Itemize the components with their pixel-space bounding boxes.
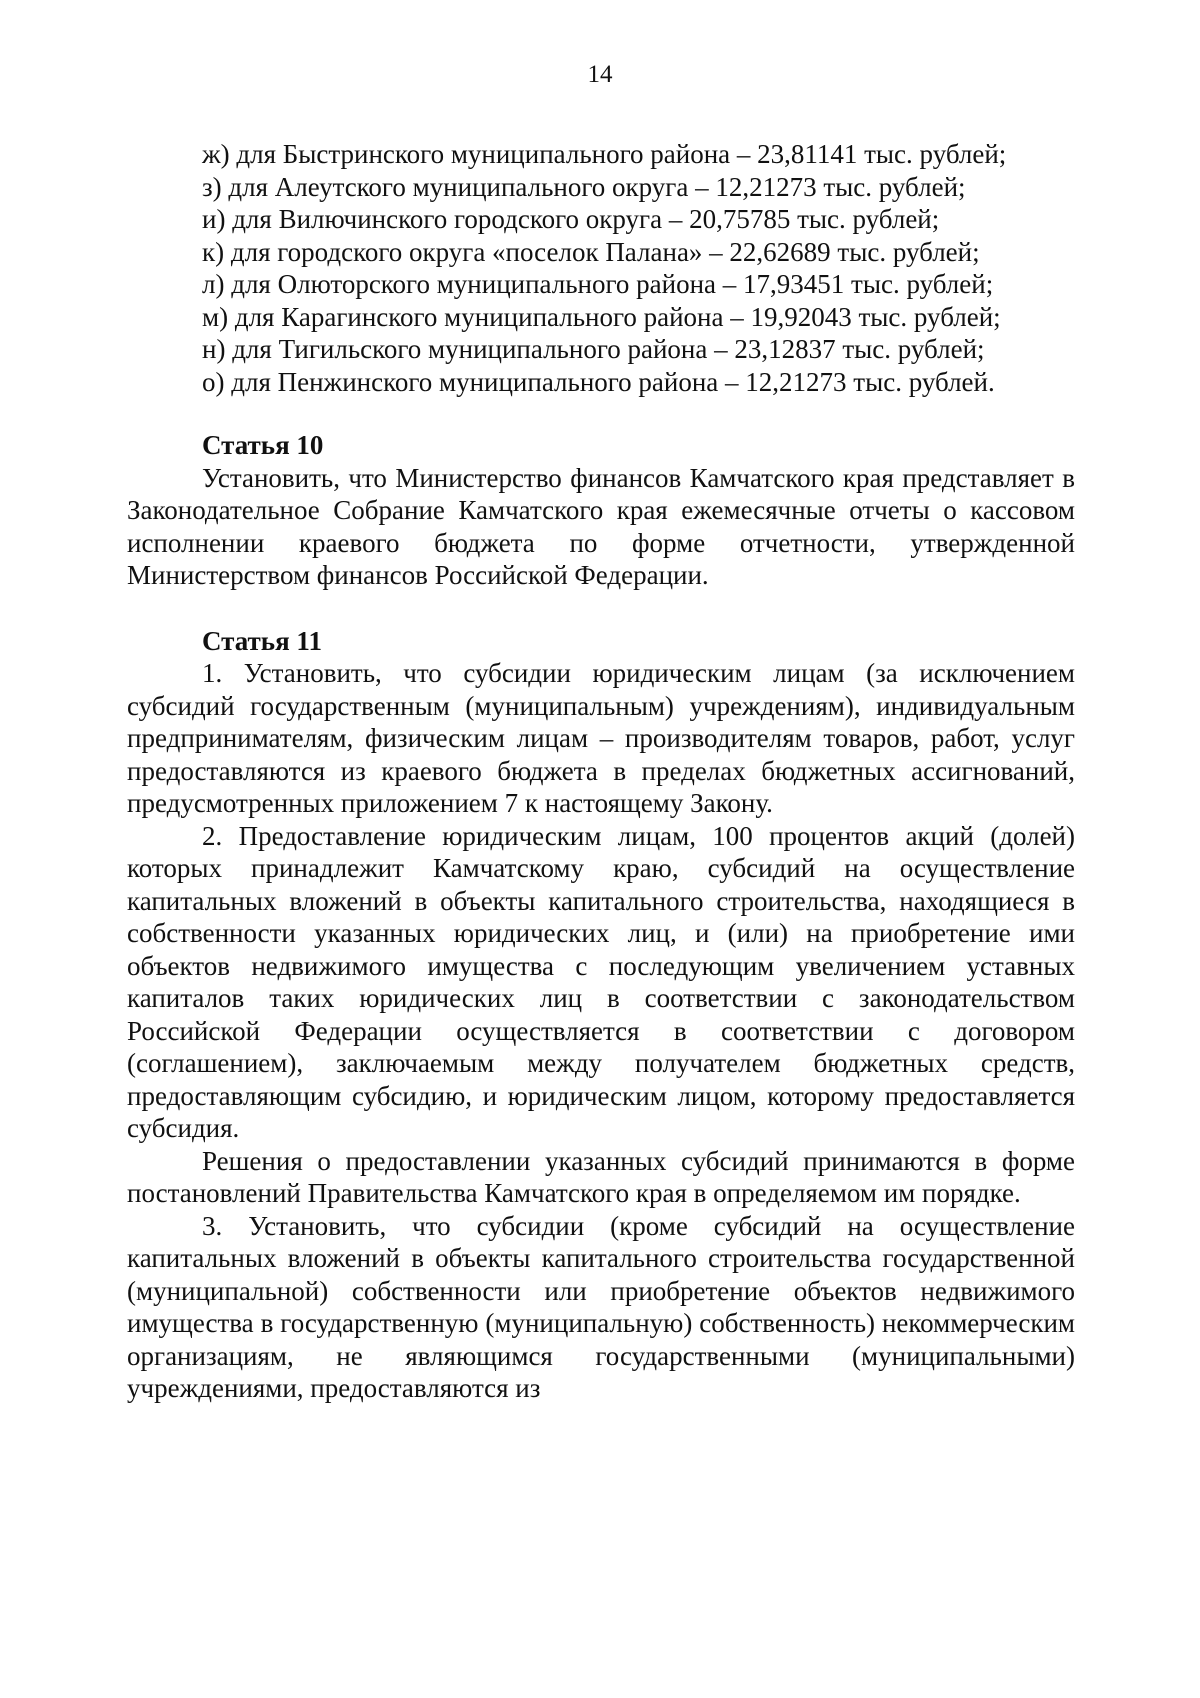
list-item: м) для Карагинского муниципального района – 19,92043 тыс. рублей; <box>202 301 1001 332</box>
article-11-paragraph: 3. Установить, что субсидии (кроме субсидий на осуществление капитальных вложений в объекты капитального строительства государственной (муниципальной) собственности или приобретение объектов недвижимого имущества в государственную (муниципальную) собственность) некоммерческим организациям, не являющимся государственными (муниципальными) учреждениями, предоставляются из <box>127 1210 1075 1403</box>
allocation-list <box>127 138 1075 398</box>
article-11 <box>127 625 1075 1405</box>
article-11-paragraph: 1. Установить, что субсидии юридическим лицам (за исключением субсидий государственным (муниципальным) учреждениям), индивидуальным предпринимателям, физическим лицам – производителям товаров, работ, услуг предоставляются из краевого бюджета в пределах бюджетных ассигнований, предусмотренных приложением 7 к настоящему Закону. <box>127 658 1075 818</box>
article-11-paragraph: Решения о предоставлении указанных субсидий принимаются в форме постановлений Правительства Камчатского края в определяемом им порядке. <box>127 1145 1075 1208</box>
list-item: и) для Вилючинского городского округа – 20,75785 тыс. рублей; <box>202 204 940 234</box>
list-item: о) для Пенжинского муниципального района – 12,21273 тыс. рублей. <box>202 366 995 397</box>
article-10-paragraph: Установить, что Министерство финансов Камчатского края представляет в Законодательное Собрание Камчатского края ежемесячные отчеты о кассовом исполнении краевого бюджета по форме отчетности, утвержденной Министерством финансов Российской Федерации. <box>127 462 1075 590</box>
document-body <box>127 138 1075 1405</box>
list-item: ж) для Быстринского муниципального района – 23,81141 тыс. рублей; <box>202 139 1007 169</box>
page-number: 14 <box>587 61 613 88</box>
list-item: к) для городского округа «поселок Палана» – 22,62689 тыс. рублей; <box>202 236 980 267</box>
list-item: н) для Тигильского муниципального района – 23,12837 тыс. рублей; <box>202 334 985 364</box>
article-11-title: Статья 11 <box>202 625 322 656</box>
article-10-title: Статья 10 <box>202 430 324 460</box>
list-item: л) для Олюторского муниципального района – 17,93451 тыс. рублей; <box>202 269 994 299</box>
article-10 <box>127 429 1075 592</box>
list-item: з) для Алеутского муниципального округа – 12,21273 тыс. рублей; <box>202 171 966 202</box>
article-11-paragraph: 2. Предоставление юридическим лицам, 100 процентов акций (долей) которых принадлежит Камчатскому краю, субсидий на осуществление капитальных вложений в объекты капитального строительства, находящиеся в собственности указанных юридических лиц, и (или) на приобретение ими объектов недвижимого имущества с последующим увеличением уставных капиталов таких юридических лиц в соответствии с законодательством Российской Федерации осуществляется в соответствии с договором (соглашением), заключаемым между получателем бюджетных средств, предоставляющим субсидию, и юридическим лицом, которому предоставляется субсидия. <box>127 820 1075 1143</box>
